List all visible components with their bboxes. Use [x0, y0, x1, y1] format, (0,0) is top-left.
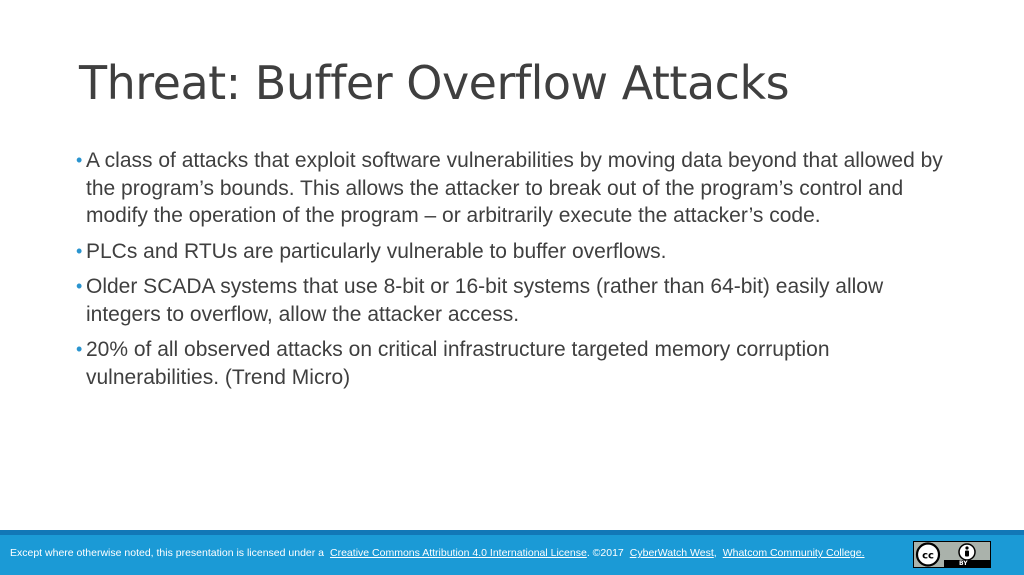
cc-by-icon[interactable]: [913, 541, 991, 568]
license-prefix: Except where otherwise noted, this presentation is licensed under a: [10, 547, 325, 559]
attribution-person-icon: [957, 543, 977, 561]
bullet-marker: •: [76, 150, 83, 170]
bullet-marker: •: [76, 276, 83, 296]
by-label: BY: [959, 560, 968, 567]
bullet-marker: •: [76, 240, 83, 261]
bullet-text: 20% of all observed attacks on critical infrastructure targeted memory corruption vulnerabilities. (Trend Micro): [86, 338, 830, 389]
svg-text:cc: cc: [922, 550, 934, 562]
bullet-text: A class of attacks that exploit software vulnerabilities by moving data beyond that allowed by the program’s bounds. This allows the attacker to break out of the program’s control and modify the operation of the program – or arbitrarily execute the attacker’s code.: [86, 149, 943, 227]
bullet-item: [76, 273, 956, 328]
slide-title: Threat: Buffer Overflow Attacks: [79, 56, 790, 110]
bullet-marker: •: [76, 339, 83, 359]
cc-logo-icon: [915, 542, 943, 567]
cyberwatch-west-link[interactable]: CyberWatch West: [629, 547, 714, 559]
license-footer: [10, 547, 865, 559]
bullet-item: [76, 147, 956, 230]
footer-separator: ,: [713, 547, 717, 559]
bullet-text: Older SCADA systems that use 8-bit or 16-bit systems (rather than 64-bit) easily allow integers to overflow, allow the attacker access.: [86, 275, 884, 326]
bullet-item: [76, 336, 956, 391]
bullet-text: PLCs and RTUs are particularly vulnerable to buffer overflows.: [86, 239, 667, 263]
license-link[interactable]: Creative Commons Attribution 4.0 International License: [330, 547, 587, 559]
bullet-item: [76, 238, 956, 266]
copyright-text: . ©2017: [586, 547, 624, 559]
whatcom-college-link[interactable]: Whatcom Community College.: [722, 547, 865, 559]
bullet-list: [76, 147, 956, 399]
